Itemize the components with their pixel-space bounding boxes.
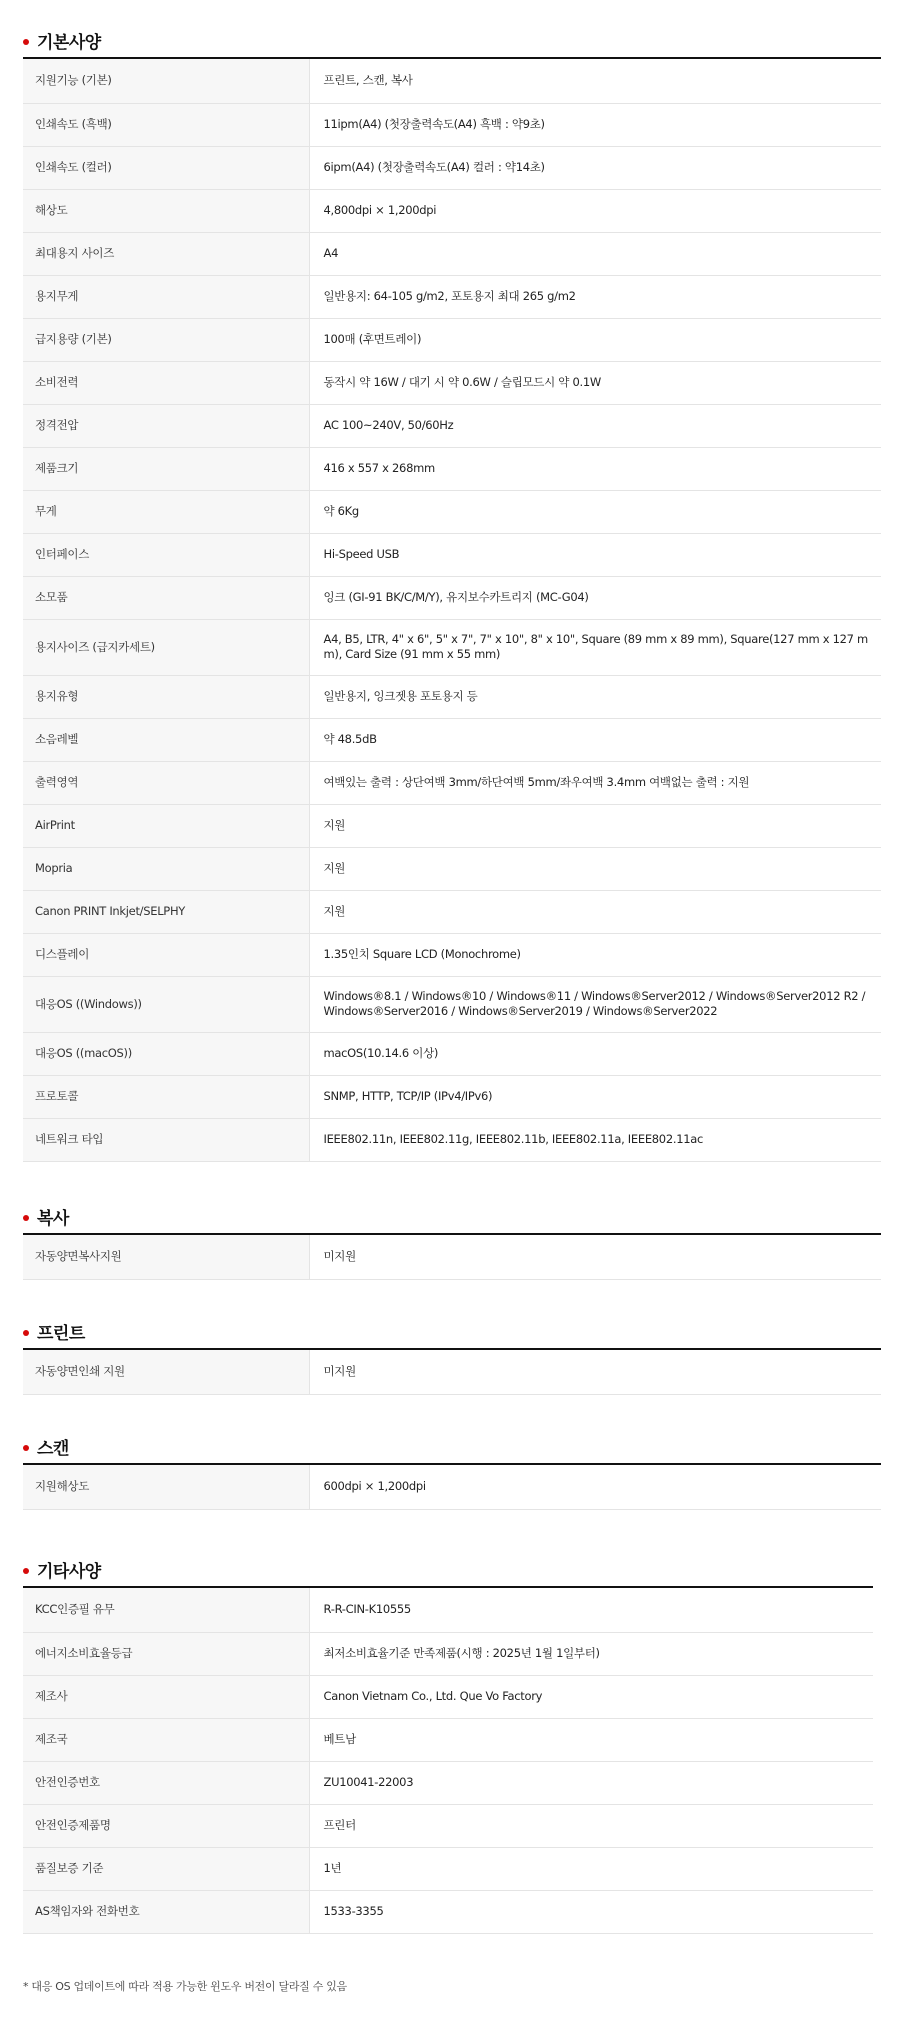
spec-row [23,718,881,761]
spec-row [23,275,881,318]
spec-table-etc [23,1588,873,1934]
spec-row [23,619,881,675]
spec-value: Hi-Speed USB [309,533,881,576]
section-title: 기타사양 [37,1562,101,1582]
spec-value: SNMP, HTTP, TCP/IP (IPv4/IPv6) [309,1075,881,1118]
spec-value: 최저소비효율기준 만족제품(시행 : 2025년 1월 1일부터) [309,1632,873,1675]
spec-label: 소모품 [23,576,309,619]
section-header [23,1315,881,1350]
spec-label: 제조국 [23,1718,309,1761]
spec-row [23,146,881,189]
spec-value: 프린터 [309,1804,873,1847]
section-scan [23,1430,881,1510]
spec-label: KCC인증필 유무 [23,1588,309,1632]
section-header [23,1200,881,1235]
spec-row [23,1465,881,1509]
spec-value: 11ipm(A4) (첫장출력속도(A4) 흑백 : 약9초) [309,103,881,146]
spec-label: 소음레벨 [23,718,309,761]
spec-value: A4, B5, LTR, 4" x 6", 5" x 7", 7" x 10", 8" x 10", Square (89 mm x 89 mm), Square(127 mm x 127 mm), Card Size (91 mm x 55 mm) [309,619,881,675]
spec-label: 용지유형 [23,675,309,718]
section-header [23,1430,881,1465]
spec-value: 약 48.5dB [309,718,881,761]
spec-label: 정격전압 [23,404,309,447]
spec-value: 1533-3355 [309,1890,873,1933]
spec-value: 미지원 [309,1350,881,1394]
spec-value: ZU10041-22003 [309,1761,873,1804]
spec-label: 자동양면인쇄 지원 [23,1350,309,1394]
spec-row [23,890,881,933]
spec-row [23,103,881,146]
spec-row [23,1350,881,1394]
spec-label: 출력영역 [23,761,309,804]
spec-label: 용지사이즈 (급지카세트) [23,619,309,675]
spec-table-copy [23,1235,881,1280]
spec-label: 제품크기 [23,447,309,490]
spec-row [23,1890,873,1933]
spec-row [23,404,881,447]
spec-row [23,490,881,533]
spec-label: 인터페이스 [23,533,309,576]
spec-value: 600dpi × 1,200dpi [309,1465,881,1509]
spec-value: 지원 [309,890,881,933]
spec-value: 6ipm(A4) (첫장출력속도(A4) 컬러 : 약14초) [309,146,881,189]
section-copy [23,1200,881,1280]
section-basic-spec [23,24,881,1162]
bullet-dot-icon [23,1568,29,1574]
spec-table-scan [23,1465,881,1510]
spec-table-basic [23,59,881,1162]
spec-row [23,1032,881,1075]
spec-value: R-R-CIN-K10555 [309,1588,873,1632]
section-title: 프린트 [37,1324,85,1344]
spec-row [23,804,881,847]
spec-label: 지원해상도 [23,1465,309,1509]
spec-value: 1.35인치 Square LCD (Monochrome) [309,933,881,976]
footnote: * 대응 OS 업데이트에 따라 적용 가능한 윈도우 버전이 달라질 수 있음 [23,1980,347,1993]
spec-value: 지원 [309,804,881,847]
spec-row [23,1075,881,1118]
spec-value: 동작시 약 16W / 대기 시 약 0.6W / 슬립모드시 약 0.1W [309,361,881,404]
spec-row [23,59,881,103]
spec-label: 소비전력 [23,361,309,404]
spec-label: AS책임자와 전화번호 [23,1890,309,1933]
spec-value: 잉크 (GI-91 BK/C/M/Y), 유지보수카트리지 (MC-G04) [309,576,881,619]
bullet-dot-icon [23,1330,29,1336]
spec-row [23,1118,881,1161]
spec-row [23,232,881,275]
spec-row [23,675,881,718]
spec-value: IEEE802.11n, IEEE802.11g, IEEE802.11b, IEEE802.11a, IEEE802.11ac [309,1118,881,1161]
spec-label: 제조사 [23,1675,309,1718]
spec-label: AirPrint [23,804,309,847]
spec-label: 안전인증번호 [23,1761,309,1804]
bullet-dot-icon [23,1445,29,1451]
spec-row [23,533,881,576]
spec-label: 디스플레이 [23,933,309,976]
spec-row [23,447,881,490]
spec-value: 미지원 [309,1235,881,1279]
section-title: 복사 [37,1209,69,1229]
spec-value: Canon Vietnam Co., Ltd. Que Vo Factory [309,1675,873,1718]
spec-value: 여백있는 출력 : 상단여백 3mm/하단여백 5mm/좌우여백 3.4mm 여백없는 출력 : 지원 [309,761,881,804]
spec-value: macOS(10.14.6 이상) [309,1032,881,1075]
spec-row [23,1761,873,1804]
spec-label: Canon PRINT Inkjet/SELPHY [23,890,309,933]
spec-table-print [23,1350,881,1395]
bullet-dot-icon [23,1215,29,1221]
spec-value: AC 100~240V, 50/60Hz [309,404,881,447]
spec-value: 프린트, 스캔, 복사 [309,59,881,103]
spec-row [23,1632,873,1675]
section-title: 기본사양 [37,33,101,53]
spec-label: 대응OS ((Windows)) [23,976,309,1032]
spec-value: 100매 (후면트레이) [309,318,881,361]
spec-row [23,1804,873,1847]
spec-label: 인쇄속도 (흑백) [23,103,309,146]
spec-row [23,361,881,404]
bullet-dot-icon [23,39,29,45]
spec-label: 안전인증제품명 [23,1804,309,1847]
spec-row [23,976,881,1032]
spec-row [23,189,881,232]
spec-row [23,933,881,976]
spec-label: 급지용량 (기본) [23,318,309,361]
section-header [23,24,881,59]
spec-value: 1년 [309,1847,873,1890]
spec-value: Windows®8.1 / Windows®10 / Windows®11 / Windows®Server2012 / Windows®Server2012 R2 / Windows®Server2016 / Windows®Server2019 / Windows®Server2022 [309,976,881,1032]
spec-label: Mopria [23,847,309,890]
spec-value: 4,800dpi × 1,200dpi [309,189,881,232]
spec-label: 에너지소비효율등급 [23,1632,309,1675]
spec-row [23,1588,873,1632]
spec-row [23,761,881,804]
spec-label: 용지무게 [23,275,309,318]
section-header [23,1553,873,1588]
spec-value: 일반용지: 64-105 g/m2, 포토용지 최대 265 g/m2 [309,275,881,318]
spec-value: 베트남 [309,1718,873,1761]
spec-row [23,1235,881,1279]
spec-label: 품질보증 기준 [23,1847,309,1890]
spec-label: 해상도 [23,189,309,232]
spec-row [23,576,881,619]
spec-label: 자동양면복사지원 [23,1235,309,1279]
section-etc-spec [23,1553,873,1934]
spec-row [23,1675,873,1718]
spec-value: 약 6Kg [309,490,881,533]
spec-label: 지원기능 (기본) [23,59,309,103]
spec-label: 대응OS ((macOS)) [23,1032,309,1075]
spec-value: A4 [309,232,881,275]
spec-value: 416 x 557 x 268mm [309,447,881,490]
spec-label: 무게 [23,490,309,533]
spec-row [23,1847,873,1890]
spec-label: 인쇄속도 (컬러) [23,146,309,189]
spec-label: 네트워크 타입 [23,1118,309,1161]
spec-value: 지원 [309,847,881,890]
section-print [23,1315,881,1395]
spec-row [23,1718,873,1761]
spec-label: 프로토콜 [23,1075,309,1118]
spec-row [23,318,881,361]
spec-label: 최대용지 사이즈 [23,232,309,275]
section-title: 스캔 [37,1439,69,1459]
spec-row [23,847,881,890]
spec-value: 일반용지, 잉크젯용 포토용지 등 [309,675,881,718]
